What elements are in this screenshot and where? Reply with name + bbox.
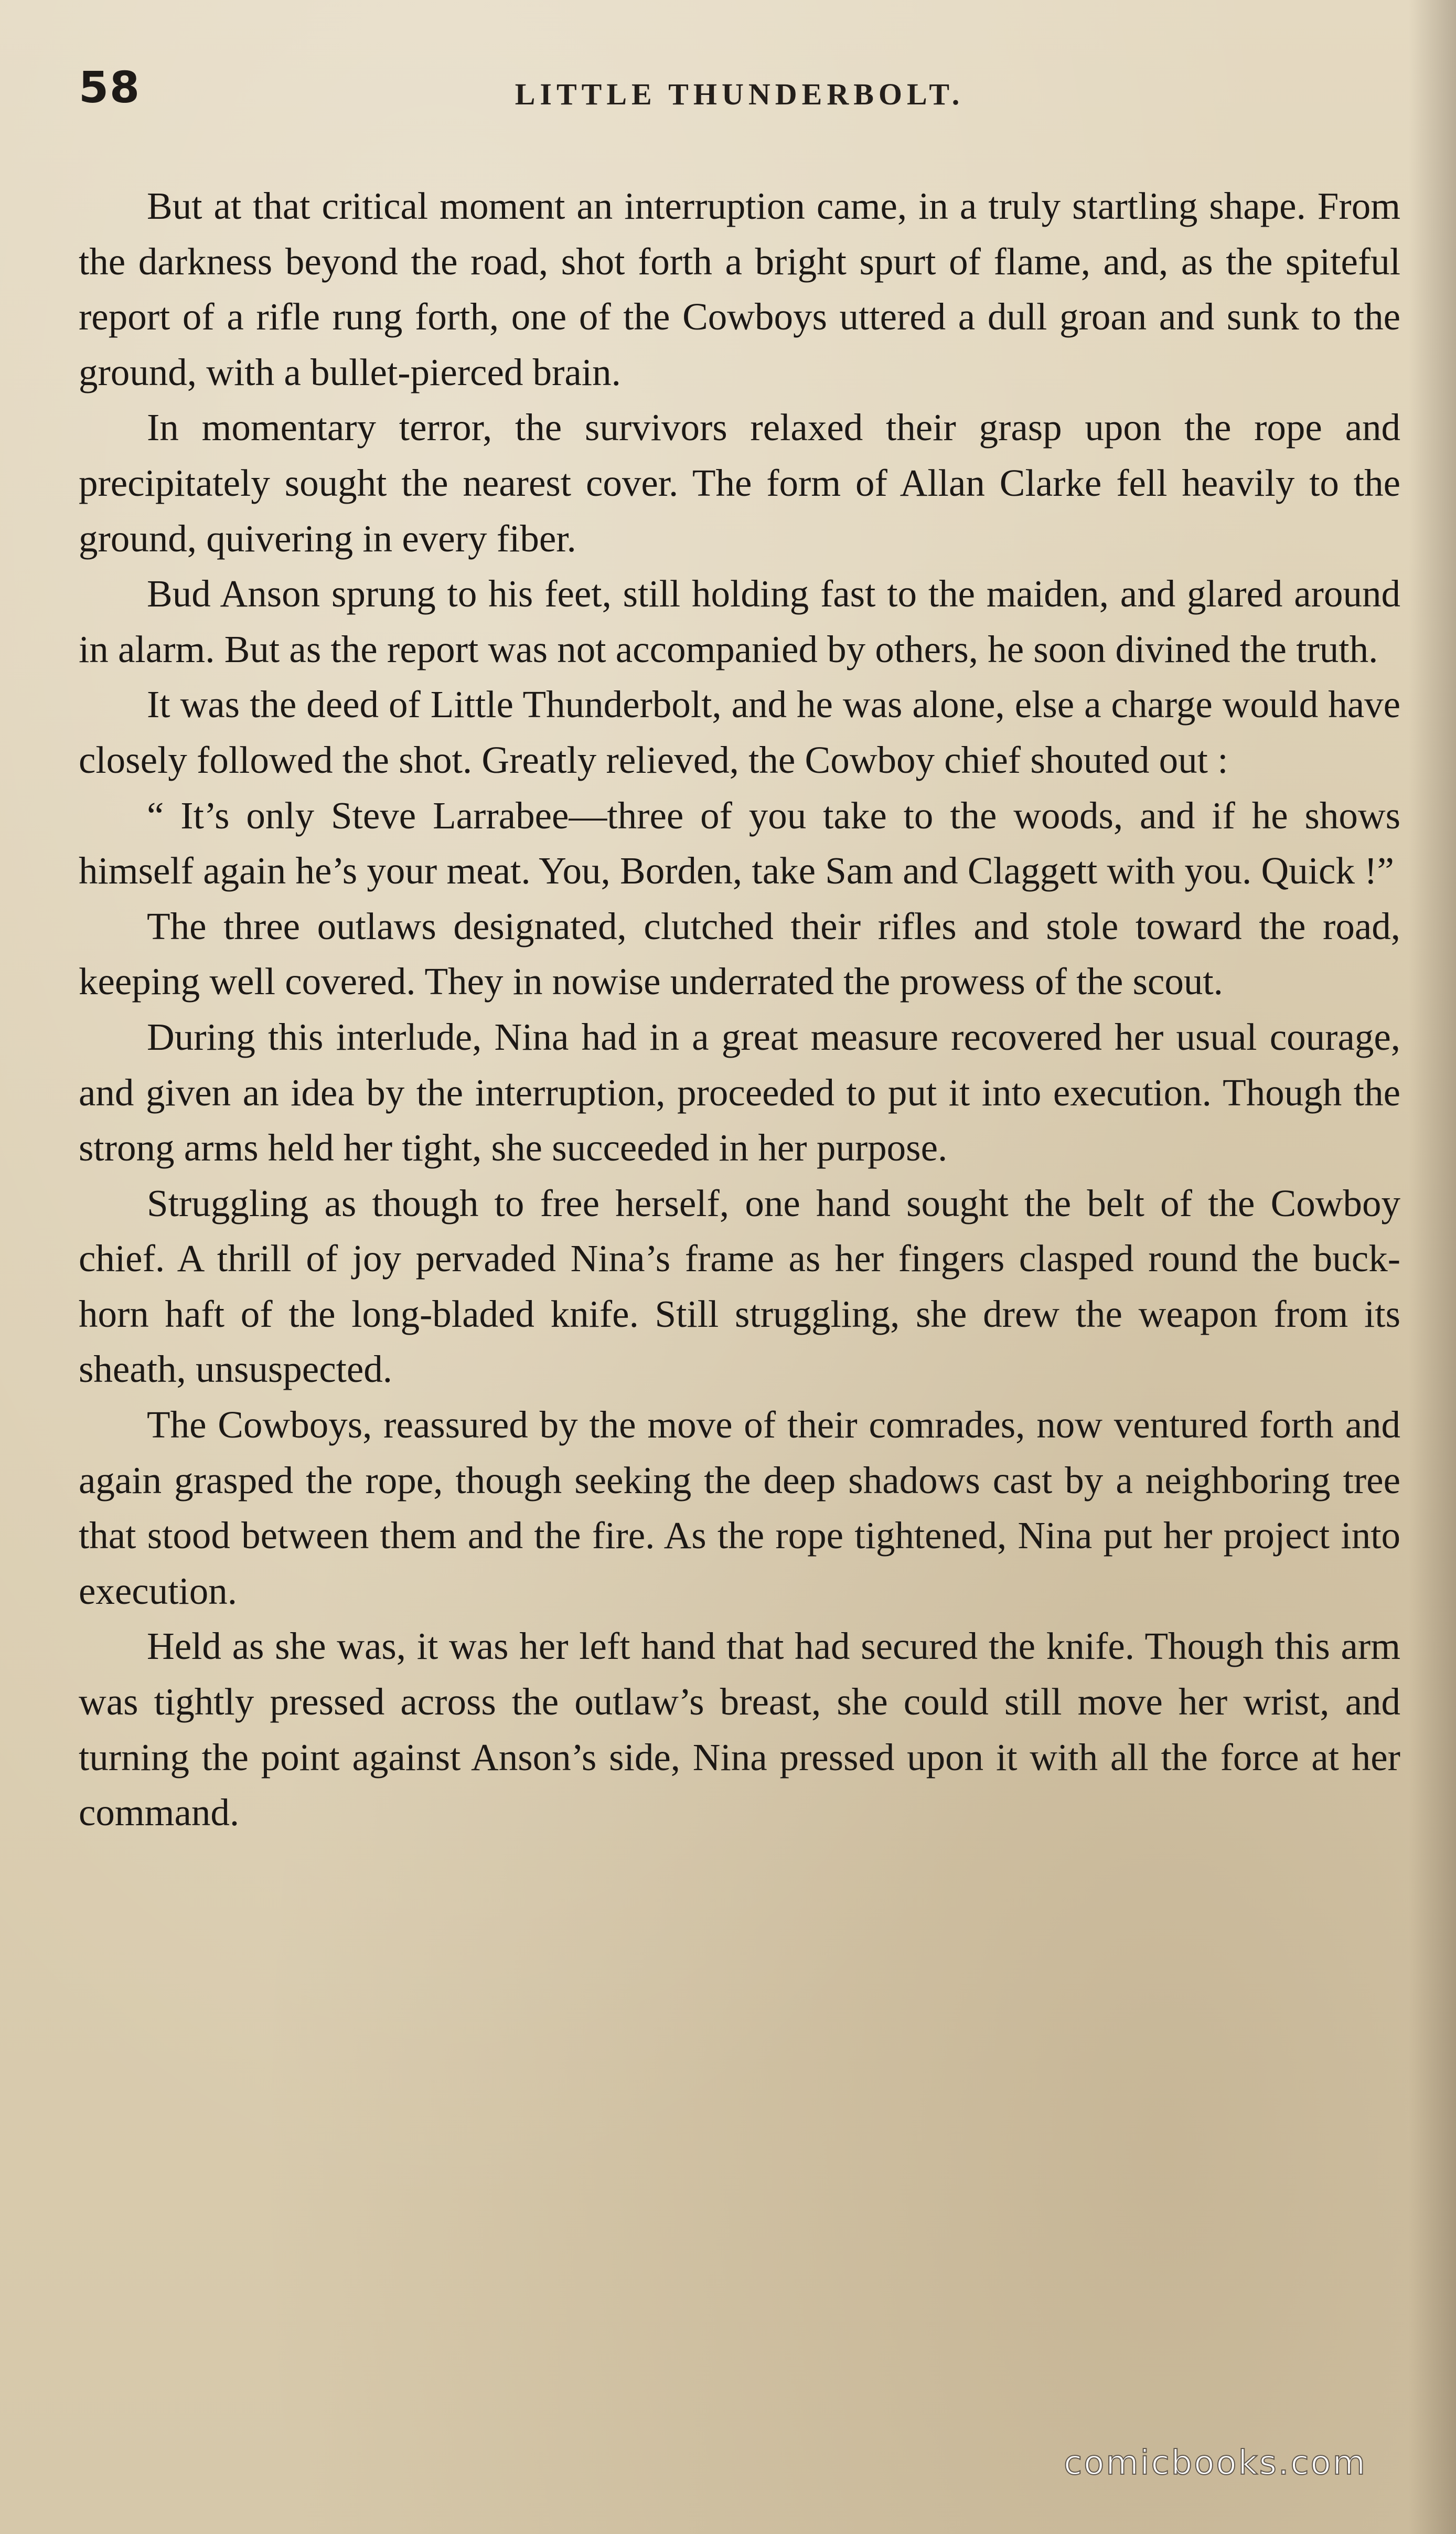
paragraph: The three outlaws designated, clutched their rifles and stole toward the road, keeping well covered. They in nowise underrated the prowess of the scout. (79, 904, 1400, 1003)
page-number: 58 (79, 63, 141, 113)
paragraph: In momentary terror, the survivors relaxed their grasp upon the rope and precipitately sought the nearest cover. The form of Allan Clarke fell heavily to the ground, quivering in every fiber. (79, 406, 1400, 560)
running-title: LITTLE THUNDERBOLT. (515, 77, 965, 111)
paragraph: Bud Anson sprung to his feet, still holding fast to the maiden, and glared around in alarm. But as the report was not accompanied by others, he soon divined the truth. (79, 572, 1400, 670)
paragraph: The Cowboys, reassured by the move of their comrades, now ventured forth and again grasped the rope, though seeking the deep shadows cast by a neighboring tree that stood between them and the fire. As the rope tightened, Nina put her project into execution. (79, 1403, 1400, 1612)
body-text (79, 178, 1400, 1840)
paragraph: Held as she was, it was her left hand that had secured the knife. Though this arm was tightly pressed across the outlaw’s breast, she could still move her wrist, and turning the point against Anson’s side, Nina pressed upon it with all the force at her command. (79, 1625, 1400, 1834)
paragraph: But at that critical moment an interruption came, in a truly startling shape. From the darkness beyond the road, shot forth a bright spurt of flame, and, as the spiteful report of a rifle rung forth, one of the Cowboys uttered a dull groan and sunk to the ground, with a bullet-pierced brain. (79, 185, 1400, 393)
paragraph: It was the deed of Little Thunderbolt, and he was alone, else a charge would have closely followed the shot. Greatly relieved, the Cowboy chief shouted out : (79, 683, 1400, 781)
watermark: comicbooks.com (1063, 2444, 1367, 2483)
paragraph: During this interlude, Nina had in a great measure recovered her usual courage, and given an idea by the interruption, proceeded to put it into execution. Though the strong arms held her tight, she succeeded in her purpose. (79, 1015, 1400, 1169)
paragraph: Struggling as though to free herself, one hand sought the belt of the Cowboy chief. A thrill of joy pervaded Nina’s frame as her fingers clasped round the buck-horn haft of the long-bladed knife. Still struggling, she drew the weapon from its sheath, unsuspected. (79, 1181, 1400, 1391)
paragraph: “ It’s only Steve Larrabee—three of you take to the woods, and if he shows himself again he’s your meat. You, Borden, take Sam and Claggett with you. Quick !” (79, 794, 1400, 892)
page-header (79, 63, 1400, 121)
